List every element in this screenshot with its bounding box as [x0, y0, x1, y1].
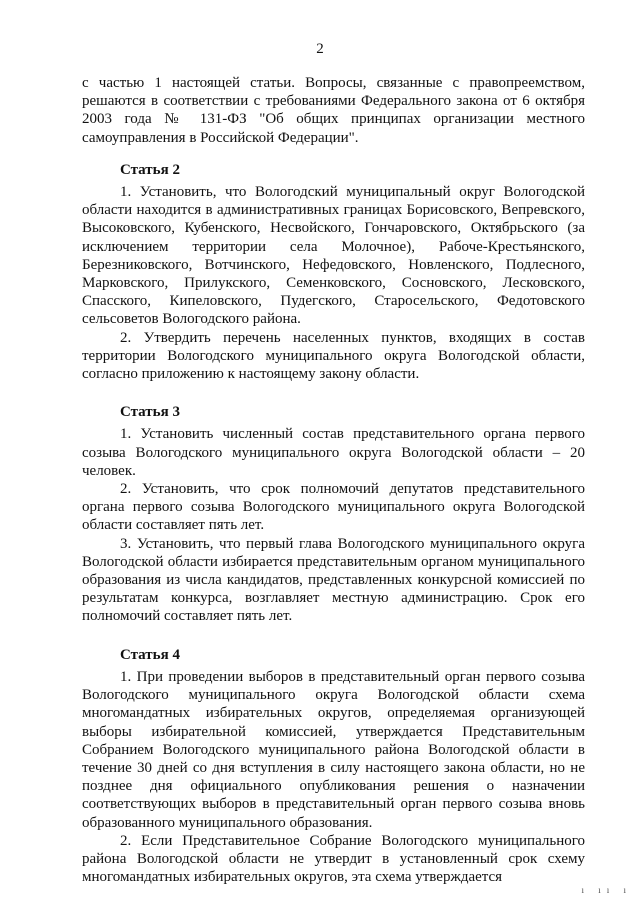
- article-heading: Статья 4: [120, 646, 180, 663]
- article-paragraph: 3. Установить, что первый глава Вологодского муниципального округа Вологодской области избирается представительным органом муниципального образования из числа кандидатов, представленных конкурсной комиссией по результатам конкурса, возглавляет местную администрацию. Срок его полномочий составляет пять лет.: [82, 535, 585, 625]
- article-paragraph: 2. Утвердить перечень населенных пунктов, входящих в состав территории Вологодского муниципального округа Вологодской области, согласно приложению к настоящему закону области.: [82, 329, 585, 383]
- article-paragraph: 2. Если Представительное Собрание Вологодского муниципального района Вологодской области не утвердит в установленный срок схему многомандатных избирательных округов, эта схема утверждается: [82, 832, 585, 886]
- article-paragraph: 2. Установить, что срок полномочий депутатов представительного органа первого созыва Вологодского муниципального округа Вологодской области составляет пять лет.: [82, 481, 585, 534]
- article-paragraph: 1. Установить численный состав представительного органа первого созыва Вологодского муниципального округа Вологодской области – 20 человек.: [82, 426, 585, 479]
- article-paragraph: 1. При проведении выборов в представительный орган первого созыва Вологодского муниципального округа Вологодской области схема многомандатных избирательных округов, определяемая организующей выборы избирательной комиссией, утверждается Представительным Собранием Вологодского муниципального района Вологодской области в течение 30 дней со дня вступления в силу настоящего закона области, но не позднее дня официального опубликования решения о назначении соответствующих выборов в представительный орган первого созыва вновь образованного муниципального образования.: [82, 668, 585, 831]
- article-heading: Статья 3: [120, 404, 180, 421]
- article-4: [82, 646, 585, 887]
- document-body: [82, 74, 585, 886]
- article-3: [82, 403, 585, 625]
- intro-paragraph: с частью 1 настоящей статьи. Вопросы, связанные с правопреемством, решаются в соответствии с требованиями Федерального закона от 6 октября 2003 года № 131-ФЗ "Об общих принципах организации местного самоуправления в Российской Федерации".: [82, 75, 585, 146]
- article-2: [82, 161, 585, 383]
- article-paragraph: 1. Установить, что Вологодский муниципальный округ Вологодской области находится в административных границах Борисовского, Вепревского, Высоковского, Кубенского, Несвойского, Гончаровского, Октябрьского (за исключением территории села Молочное), Рабоче-Крестьянского, Березниковского, Вотчинского, Нефедовского, Новленского, Подлесного, Марковского, Прилукского, Семенковского, Сосновского, Лесковского, Спасского, Кипеловского, Пудегского, Старосельского, Федотовского сельсоветов Вологодского района.: [82, 184, 585, 328]
- footer-scan-marks: ı ıı ı: [581, 884, 632, 895]
- article-heading: Статья 2: [120, 161, 180, 178]
- page-number: 2: [316, 41, 324, 57]
